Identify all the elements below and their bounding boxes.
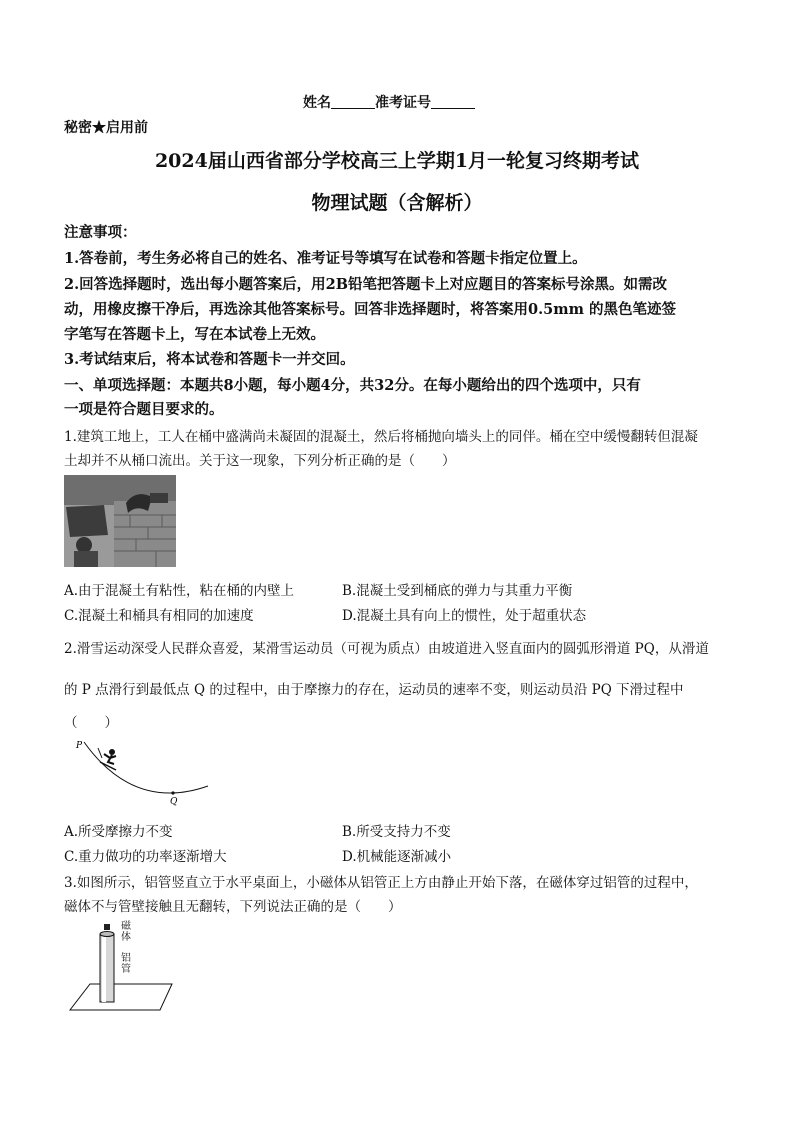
name-label: 姓名 bbox=[303, 95, 331, 111]
q3-label-tube: 铝管 bbox=[121, 953, 131, 975]
q2-option-a[interactable]: A.所受摩擦力不变 bbox=[64, 824, 173, 840]
notice-heading: 注意事项： bbox=[64, 224, 137, 241]
q2-option-b[interactable]: B.所受支持力不变 bbox=[342, 824, 451, 840]
q1-construction-photo bbox=[64, 475, 176, 567]
notice-line-2c: 字笔写在答题卡上，写在本试卷上无效。 bbox=[64, 326, 325, 343]
secret-mark: 秘密★启用前 bbox=[64, 120, 148, 136]
name-blank[interactable] bbox=[331, 94, 375, 109]
notice-line-2a: 2.回答选择题时，选出每小题答案后，用2B铅笔把答题卡上对应题目的答案标号涂黑。如需改 bbox=[64, 276, 667, 293]
q2-label-p: P bbox=[76, 741, 83, 751]
q1-option-b[interactable]: B.混凝土受到桶底的弹力与其重力平衡 bbox=[342, 583, 573, 599]
q3-stem-1: 3.如图所示，铝管竖直立于水平桌面上，小磁体从铝管正上方由静止开始下落，在磁体穿过铝管的过程中， bbox=[64, 875, 698, 891]
section-1-line-2: 一项是符合题目要求的。 bbox=[64, 401, 224, 418]
q1-option-c[interactable]: C.混凝土和桶具有相同的加速度 bbox=[64, 608, 254, 624]
section-1-line-1: 一、单项选择题：本题共8小题，每小题4分，共32分。在每小题给出的四个选项中，只有 bbox=[64, 377, 641, 394]
q2-stem-2: 的 P 点滑行到最低点 Q 的过程中，由于摩擦力的存在，运动员的速率不变，则运动员沿 PQ 下滑过程中 bbox=[64, 682, 684, 698]
q1-stem-1: 1.建筑工地上，工人在桶中盛满尚未凝固的混凝土，然后将桶抛向墙头上的同伴。桶在空中缓慢翻转但混凝 bbox=[64, 429, 698, 445]
q3-label-magnet: 磁体 bbox=[121, 921, 131, 943]
q2-label-q: Q bbox=[170, 797, 178, 807]
notice-line-3: 3.考试结束后，将本试卷和答题卡一并交回。 bbox=[64, 351, 355, 368]
q2-ski-slope-figure bbox=[74, 734, 210, 806]
exam-subtitle: 物理试题（含解析） bbox=[311, 192, 483, 214]
exam-title: 2024届山西省部分学校高三上学期1月一轮复习终期考试 bbox=[154, 150, 640, 172]
name-id-line bbox=[303, 92, 475, 112]
notice-line-1: 1.答卷前，考生务必将自己的姓名、准考证号等填写在试卷和答题卡指定位置上。 bbox=[64, 250, 587, 267]
q1-option-d[interactable]: D.混凝土具有向上的惯性，处于超重状态 bbox=[342, 608, 587, 624]
id-label: 准考证号 bbox=[375, 95, 431, 111]
id-blank[interactable] bbox=[431, 94, 475, 109]
notice-line-2b: 动，用橡皮擦干净后，再选涂其他答案标号。回答非选择题时，将答案用0.5mm 的黑色笔迹签 bbox=[64, 301, 676, 318]
q2-option-d[interactable]: D.机械能逐渐减小 bbox=[342, 849, 452, 865]
q2-stem-1: 2.滑雪运动深受人民群众喜爱，某滑雪运动员（可视为质点）由坡道进入竖直面内的圆弧形滑道 PQ，从滑道 bbox=[64, 641, 709, 657]
q1-option-a[interactable]: A.由于混凝土有粘性，粘在桶的内壁上 bbox=[64, 583, 295, 599]
q1-stem-2: 土却并不从桶口流出。关于这一现象，下列分析正确的是（ ） bbox=[64, 453, 456, 469]
q2-stem-3: （ ） bbox=[64, 715, 118, 731]
q2-option-c[interactable]: C.重力做功的功率逐渐增大 bbox=[64, 849, 227, 865]
q3-stem-2: 磁体不与管壁接触且无翻转，下列说法正确的是（ ） bbox=[64, 899, 402, 915]
